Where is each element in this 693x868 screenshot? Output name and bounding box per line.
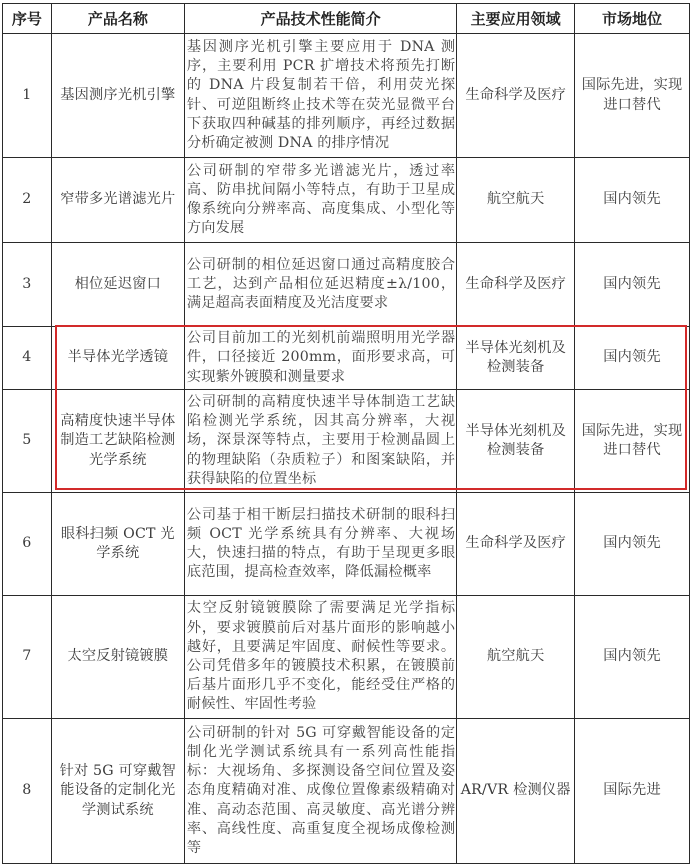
header-product-name: 产品名称	[51, 4, 184, 34]
table-row	[3, 596, 690, 719]
row-no: 2	[3, 158, 52, 243]
row-description: 基因测序光机引擎主要应用于 DNA 测序，主要利用 PCR 扩增技术将预先打断的 DNA 片段复制若干倍，利用荧光探针、可逆阻断终止技术等在荧光显微平台下获取四种碱基的排列顺序，再经过数据分析确定被测 DNA 的排序情况	[184, 34, 456, 158]
table-row-highlighted	[3, 327, 690, 390]
row-product-name: 相位延迟窗口	[51, 243, 184, 327]
row-product-name: 太空反射镜镀膜	[51, 596, 184, 719]
row-application-field: 航空航天	[457, 596, 575, 719]
row-market-position: 国内领先	[575, 493, 690, 596]
table-row	[3, 719, 690, 864]
table-row	[3, 493, 690, 596]
row-no: 7	[3, 596, 52, 719]
header-market-position: 市场地位	[575, 4, 690, 34]
row-no: 8	[3, 719, 52, 864]
row-product-name: 高精度快速半导体制造工艺缺陷检测光学系统	[51, 390, 184, 493]
table-row-highlighted	[3, 390, 690, 493]
row-product-name: 眼科扫频 OCT 光学系统	[51, 493, 184, 596]
header-application-field: 主要应用领域	[457, 4, 575, 34]
row-market-position: 国内领先	[575, 158, 690, 243]
row-product-name: 基因测序光机引擎	[51, 34, 184, 158]
row-no: 1	[3, 34, 52, 158]
row-market-position: 国际先进，实现进口替代	[575, 34, 690, 158]
product-table-container	[2, 3, 690, 864]
row-market-position: 国内领先	[575, 596, 690, 719]
row-market-position: 国际先进，实现进口替代	[575, 390, 690, 493]
row-description: 公司基于相干断层扫描技术研制的眼科扫频 OCT 光学系统具有分辨率、大视场大，快速扫描的特点，有助于呈现更多眼底范围，提高检查效率，降低漏检概率	[184, 493, 456, 596]
row-description: 公司研制的相位延迟窗口通过高精度胶合工艺，达到产品相位延迟精度±λ/100，满足超高表面精度及光洁度要求	[184, 243, 456, 327]
row-application-field: 生命科学及医疗	[457, 243, 575, 327]
table-row	[3, 243, 690, 327]
row-market-position: 国际先进	[575, 719, 690, 864]
row-application-field: 生命科学及医疗	[457, 493, 575, 596]
row-no: 4	[3, 327, 52, 390]
row-product-name: 半导体光学透镜	[51, 327, 184, 390]
row-product-name: 窄带多光谱滤光片	[51, 158, 184, 243]
row-no: 6	[3, 493, 52, 596]
row-product-name: 针对 5G 可穿戴智能设备的定制化光学测试系统	[51, 719, 184, 864]
row-description: 公司目前加工的光刻机前端照明用光学器件，口径接近 200mm，面形要求高，可实现紫外镀膜和测量要求	[184, 327, 456, 390]
row-no: 5	[3, 390, 52, 493]
row-description: 公司研制的针对 5G 可穿戴智能设备的定制化光学测试系统具有一系列高性能指标：大视场角、多探测设备空间位置及姿态角度精确对准、成像位置像素级精确对准、高动态范围、高灵敏度、高光谱分辨率、高线性度、高重复度全视场成像检测等	[184, 719, 456, 864]
row-application-field: AR/VR 检测仪器	[457, 719, 575, 864]
row-no: 3	[3, 243, 52, 327]
table-row	[3, 158, 690, 243]
header-no: 序号	[3, 4, 52, 34]
row-market-position: 国内领先	[575, 243, 690, 327]
table-row	[3, 34, 690, 158]
row-description: 公司研制的窄带多光谱滤光片，透过率高、防串扰间隔小等特点，有助于卫星成像系统向分辨率高、高度集成、小型化等方向发展	[184, 158, 456, 243]
row-description: 太空反射镜镀膜除了需要满足光学指标外，要求镀膜前后对基片面形的影响越小越好，且要满足牢固度、耐候性等要求。公司凭借多年的镀膜技术积累，在镀膜前后基片面形几乎不变化，能经受住严格的耐候性、牢固性考验	[184, 596, 456, 719]
product-table	[2, 3, 690, 864]
table-header-row	[3, 4, 690, 34]
row-application-field: 半导体光刻机及检测装备	[457, 327, 575, 390]
row-application-field: 航空航天	[457, 158, 575, 243]
row-application-field: 生命科学及医疗	[457, 34, 575, 158]
row-description: 公司研制的高精度快速半导体制造工艺缺陷检测光学系统，因其高分辨率，大视场，深景深等特点，主要用于检测晶圆上的物理缺陷（杂质粒子）和图案缺陷，并获得缺陷的位置坐标	[184, 390, 456, 493]
row-market-position: 国内领先	[575, 327, 690, 390]
header-description: 产品技术性能简介	[184, 4, 456, 34]
row-application-field: 半导体光刻机及检测装备	[457, 390, 575, 493]
